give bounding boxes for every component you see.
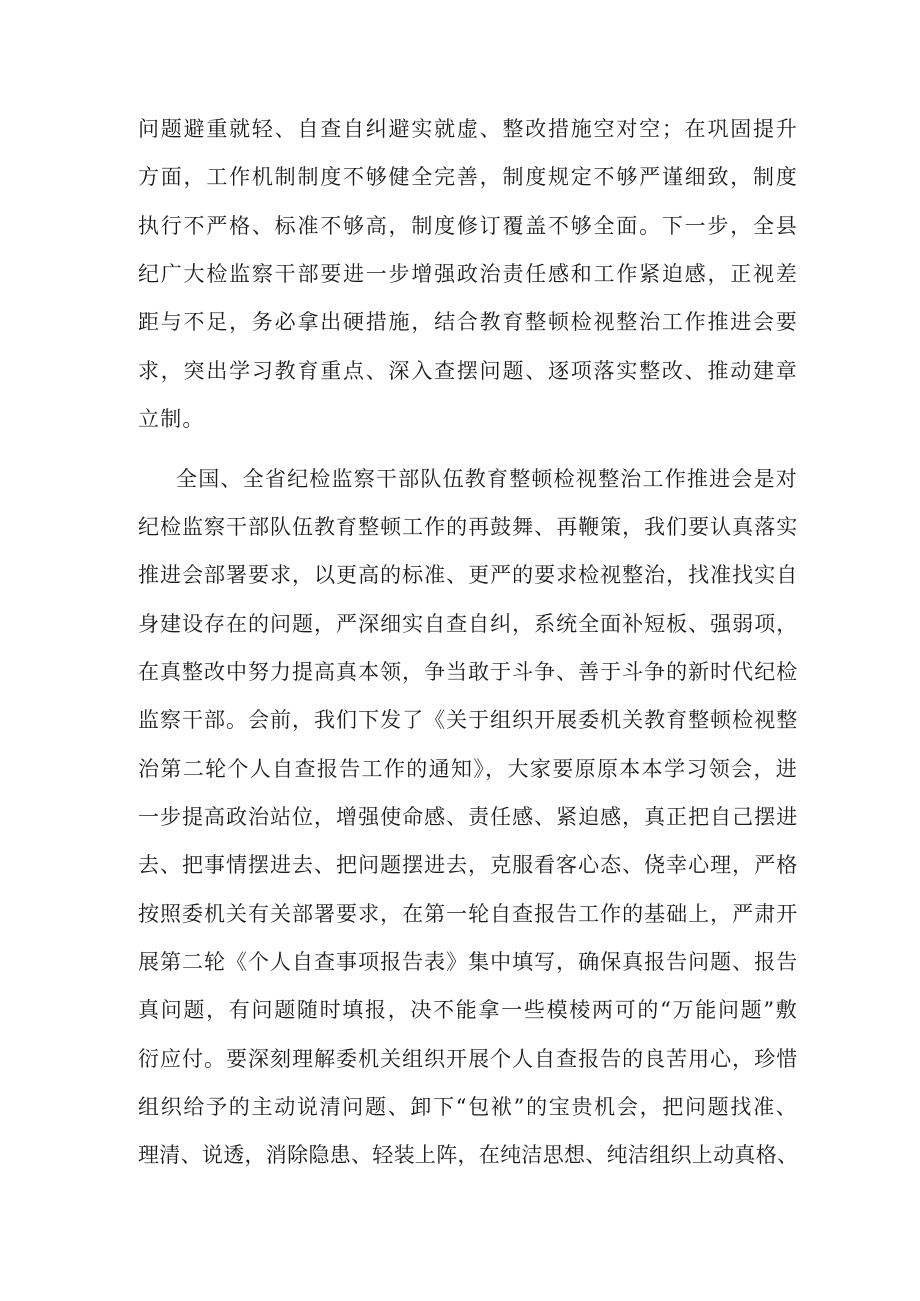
text-line: 立制。	[138, 407, 205, 431]
text-line: 衍应付。要深刻理解委机关组织开展个人自查报告的良苦用心，珍惜	[138, 1047, 798, 1071]
text-line: 理清、说透，消除隐患、轻装上阵，在纯洁思想、纯洁组织上动真格、	[138, 1143, 798, 1167]
text-line: 问题避重就轻、自查自纠避实就虚、整改措施空对空；在巩固提升	[138, 117, 798, 141]
text-line: 按照委机关有关部署要求，在第一轮自查报告工作的基础上，严肃开	[138, 902, 798, 926]
text-line: 推进会部署要求，以更高的标准、更严的要求检视整治，找准找实自	[138, 563, 798, 587]
text-line: 方面，工作机制制度不够健全完善，制度规定不够严谨细致，制度	[138, 165, 798, 189]
text-line: 去、把事情摆进去、把问题摆进去，克服看客心态、侥幸心理，严格	[138, 853, 798, 877]
text-line: 纪检监察干部队伍教育整顿工作的再鼓舞、再鞭策，我们要认真落实	[138, 515, 798, 539]
text-line: 纪广大检监察干部要进一步增强政治责任感和工作紧迫感，正视差	[138, 262, 798, 286]
text-line: 执行不严格、标准不够高，制度修订覆盖不够全面。下一步，全县	[138, 214, 798, 238]
text-line: 全国、全省纪检监察干部队伍教育整顿检视整治工作推进会是对	[176, 467, 798, 491]
text-line: 距与不足，务必拿出硬措施，结合教育整顿检视整治工作推进会要	[138, 310, 798, 334]
text-line: 组织给予的主动说清问题、卸下“包袱”的宝贵机会，把问题找准、	[138, 1095, 798, 1119]
text-line: 真问题，有问题随时填报，决不能拿一些模棱两可的“万能问题”敷	[138, 998, 798, 1022]
text-line: 一步提高政治站位，增强使命感、责任感、紧迫感，真正把自己摆进	[138, 805, 798, 829]
text-line: 治第二轮个人自查报告工作的通知》，大家要原原本本学习领会，进	[138, 757, 798, 781]
text-line: 监察干部。会前，我们下发了《关于组织开展委机关教育整顿检视整	[138, 708, 798, 732]
text-line: 求，突出学习教育重点、深入查摆问题、逐项落实整改、推动建章	[138, 359, 798, 383]
text-line: 展第二轮《个人自查事项报告表》集中填写，确保真报告问题、报告	[138, 950, 798, 974]
text-line: 在真整改中努力提高真本领，争当敢于斗争、善于斗争的新时代纪检	[138, 660, 798, 684]
text-line: 身建设存在的问题，严深细实自查自纠，系统全面补短板、强弱项，	[138, 612, 798, 636]
